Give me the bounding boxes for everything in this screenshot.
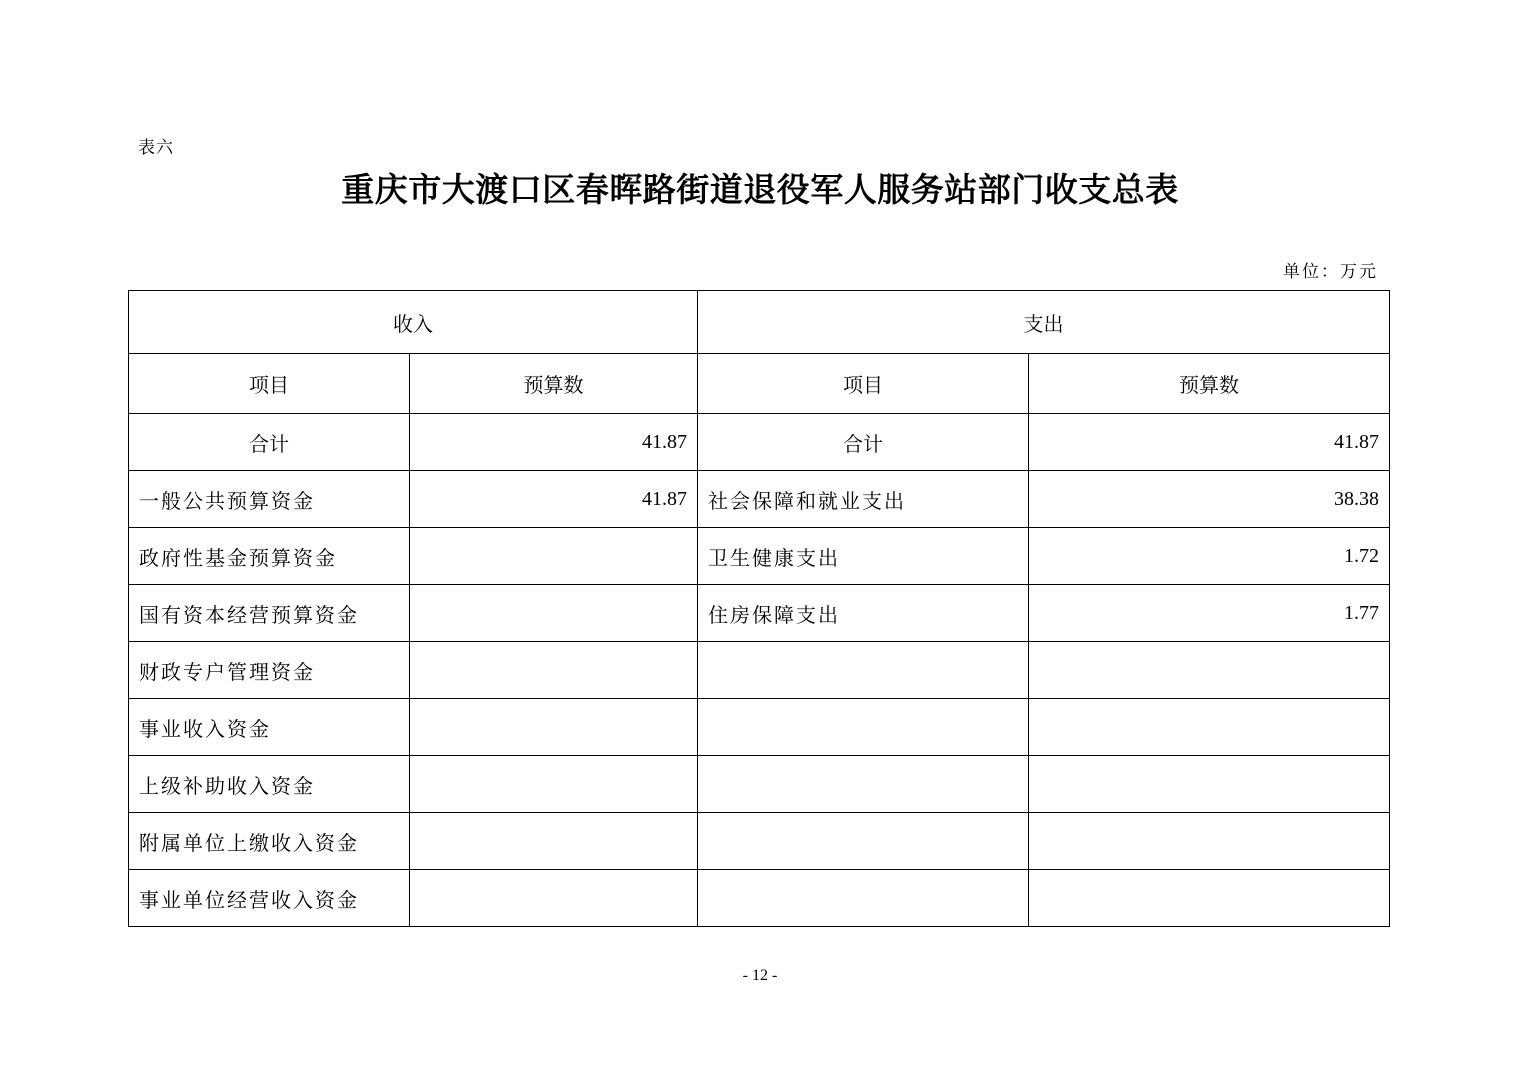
- expense-value: [1029, 813, 1390, 870]
- page-number: - 12 -: [742, 967, 778, 984]
- income-item: 财政专户管理资金: [129, 642, 410, 699]
- income-item: 政府性基金预算资金: [129, 528, 410, 585]
- expense-value: [1029, 756, 1390, 813]
- expense-item: 住房保障支出: [698, 585, 1029, 642]
- income-value: [410, 699, 698, 756]
- table-number-label: 表六: [138, 138, 174, 158]
- income-value: [410, 528, 698, 585]
- income-item: 事业单位经营收入资金: [129, 870, 410, 927]
- income-value: [410, 642, 698, 699]
- income-item-column-header: 项目: [129, 354, 410, 414]
- income-total-label: 合计: [129, 414, 410, 471]
- expense-item: [698, 699, 1029, 756]
- table-row: [129, 699, 1390, 756]
- expense-total-value: 41.87: [1029, 414, 1390, 471]
- income-section-header: 收入: [129, 291, 698, 354]
- section-header-row: [129, 291, 1390, 354]
- expense-value: 1.77: [1029, 585, 1390, 642]
- income-value: 41.87: [410, 471, 698, 528]
- income-item: 事业收入资金: [129, 699, 410, 756]
- expense-item: [698, 642, 1029, 699]
- column-header-row: [129, 354, 1390, 414]
- table-row: [129, 471, 1390, 528]
- expense-value: [1029, 870, 1390, 927]
- expense-item-column-header: 项目: [698, 354, 1029, 414]
- budget-table: [128, 290, 1390, 927]
- expense-section-header: 支出: [698, 291, 1390, 354]
- expense-item: [698, 813, 1029, 870]
- expense-value: 1.72: [1029, 528, 1390, 585]
- table-row: [129, 756, 1390, 813]
- expense-value: 38.38: [1029, 471, 1390, 528]
- unit-label: 单位：万元: [1283, 262, 1378, 282]
- expense-value: [1029, 642, 1390, 699]
- table-row: [129, 528, 1390, 585]
- table-row: [129, 870, 1390, 927]
- income-value: [410, 756, 698, 813]
- expense-budget-column-header: 预算数: [1029, 354, 1390, 414]
- total-row: [129, 414, 1390, 471]
- income-value: [410, 585, 698, 642]
- expense-value: [1029, 699, 1390, 756]
- expense-item: 社会保障和就业支出: [698, 471, 1029, 528]
- income-value: [410, 870, 698, 927]
- income-item: 一般公共预算资金: [129, 471, 410, 528]
- income-value: [410, 813, 698, 870]
- page-title: 重庆市大渡口区春晖路街道退役军人服务站部门收支总表: [341, 170, 1179, 209]
- expense-item: [698, 756, 1029, 813]
- expense-item: [698, 870, 1029, 927]
- income-total-value: 41.87: [410, 414, 698, 471]
- table-row: [129, 642, 1390, 699]
- income-item: 附属单位上缴收入资金: [129, 813, 410, 870]
- table-row: [129, 813, 1390, 870]
- expense-total-label: 合计: [698, 414, 1029, 471]
- expense-item: 卫生健康支出: [698, 528, 1029, 585]
- income-item: 上级补助收入资金: [129, 756, 410, 813]
- income-item: 国有资本经营预算资金: [129, 585, 410, 642]
- income-budget-column-header: 预算数: [410, 354, 698, 414]
- table-row: [129, 585, 1390, 642]
